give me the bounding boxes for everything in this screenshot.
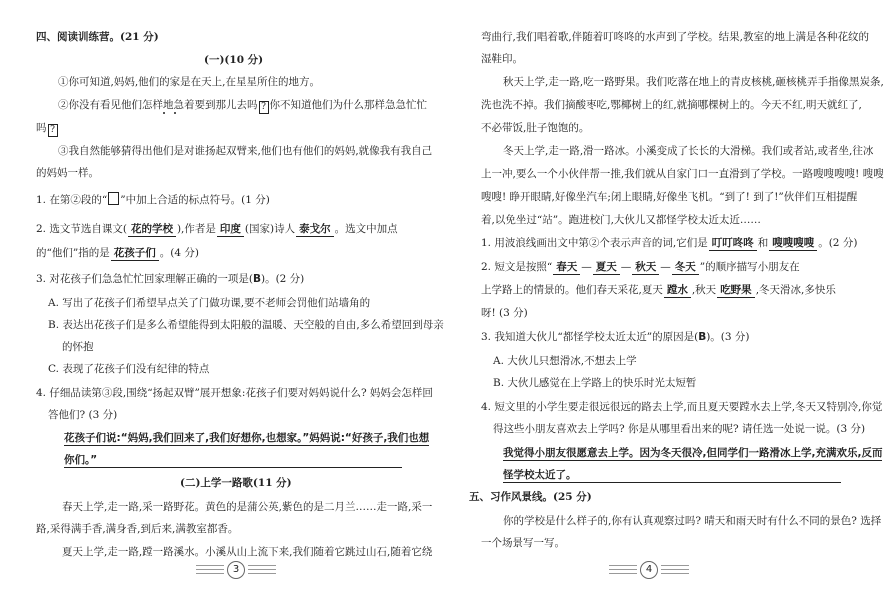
- q3-option-c: C. 表现了花孩子们没有纪律的特点: [48, 363, 210, 375]
- passage1-para3-line1: ③我自然能够猜得出他们是对谁扬起双臂来,他们也有他们的妈妈,就像我有我自己: [58, 145, 433, 157]
- para2-text-a: ②你没有看见他们怎样地急着要到那儿去吗: [58, 99, 258, 111]
- q2-text-a: 2. 选文节选自课文(: [36, 223, 127, 235]
- r-q4-answer-text1: 我觉得小朋友很愿意去上学。因为冬天很冷,但同学们一路滑冰上学,充满欢乐,反而: [503, 447, 883, 459]
- story-summer-line3: 湿鞋印。: [481, 53, 523, 65]
- page-number: 3: [227, 561, 245, 579]
- question2-line2: [36, 246, 199, 261]
- r-q4-answer-line1: [503, 446, 882, 461]
- answer-lesson-title: 花的学校: [128, 223, 176, 237]
- answer-sound2: 嗖嗖嗖嗖: [769, 237, 817, 251]
- q2-text-f: 。(4 分): [159, 247, 199, 259]
- story-summer-line2: 弯曲行,我们唱着歌,伴随着叮咚咚的水声到了学校。结果,教室的地上满是各种花纹的: [481, 31, 870, 43]
- q4-answer-line2: [64, 453, 402, 468]
- question2-line1: [36, 222, 398, 237]
- r-q3-text-b: )。(3 分): [706, 331, 750, 343]
- answer-season1: 春天: [553, 261, 580, 275]
- r-q2-text-d: ,秋天: [691, 284, 717, 296]
- q3-text-b: )。(2 分): [260, 273, 305, 285]
- question3: [36, 272, 304, 286]
- r-q3-text-a: 3. 我知道大伙儿“都怪学校太近太近”的原因是(: [481, 331, 699, 343]
- question4-line1: 4. 仔细品读第③段,围绕“扬起双臂”展开想象:花孩子们要对妈妈说什么? 妈妈会怎样回: [36, 387, 433, 399]
- punctuation-box-1: ?: [259, 101, 269, 114]
- answer-autumn-activity: 吃野果: [717, 284, 755, 298]
- r-q4-answer-line2: [503, 468, 841, 483]
- answer-season3: 秋天: [632, 261, 659, 275]
- part1-title: (一)(10 分): [204, 54, 264, 66]
- answer-summer-activity: 蹚水: [664, 284, 691, 298]
- q3-option-b-line2: 的怀抱: [62, 341, 94, 353]
- answer-they: 花孩子们: [111, 247, 159, 261]
- page-number: 4: [640, 561, 658, 579]
- section4-title: 四、阅读训练营。(21 分): [36, 31, 159, 43]
- r-q4-answer-text2: 怪学校太近了。: [503, 468, 841, 483]
- answer-sound1: 叮叮咚咚: [709, 237, 757, 251]
- answer-season4: 冬天: [672, 261, 699, 275]
- part2-title: (二)上学一路歌(11 分): [180, 477, 292, 489]
- r-q1-text-c: 。(2 分): [818, 237, 858, 249]
- question1-text-b: ”中加上合适的标点符号。(1 分): [120, 194, 270, 206]
- r-question3: [481, 330, 750, 344]
- punctuation-box-2: ?: [48, 124, 58, 137]
- question1-text-a: 1. 在第②段的“: [36, 194, 108, 206]
- q3-option-a: A. 写出了花孩子们希望早点关了门做功课,要不老师会罚他们站墙角的: [48, 297, 371, 309]
- answer-poet: 泰戈尔: [296, 223, 334, 237]
- section5-title: 五、习作风景线。(25 分): [469, 491, 592, 503]
- story-spring-line1: 春天上学,走一路,采一路野花。黄色的是蒲公英,紫色的是二月兰……走一路,采一: [62, 501, 433, 513]
- story-autumn-line3: 不必带饭,肚子饱饱的。: [481, 122, 590, 134]
- emphasis-dot: [174, 112, 176, 114]
- r-q3-option-a: A. 大伙儿只想滑冰,不想去上学: [493, 355, 637, 367]
- story-summer-line1: 夏天上学,走一路,蹚一路溪水。小溪从山上流下来,我们随着它跳过山石,随着它绕: [62, 546, 433, 558]
- r-question2-line2: [481, 283, 836, 298]
- answer-choice: B: [252, 273, 261, 285]
- para2-text-b: 你不知道他们为什么那样急急忙忙: [269, 99, 427, 111]
- r-q2-text-e: ,冬天滑冰,多快乐: [755, 284, 836, 296]
- r-question2-line1: [481, 260, 800, 275]
- page-number-footer: [609, 561, 689, 579]
- r-answer-choice: B: [698, 331, 707, 343]
- r-question4-line2: 得这些小朋友喜欢去上学吗? 你是从哪里看出来的呢? 请任选一处说一说。(3 分): [493, 423, 866, 435]
- r-question2-line3: 呀! (3 分): [481, 307, 528, 319]
- story-winter-line4: 着,以免坐过“站”。跑进校门,大伙儿又都怪学校太近太近……: [481, 214, 761, 226]
- q2-text-c: (国家)诗人: [244, 223, 296, 235]
- passage1-para3-line2: 的妈妈一样。: [36, 167, 99, 179]
- writing-prompt-line2: 一个场景写一写。: [481, 537, 565, 549]
- r-q3-option-b: B. 大伙儿感觉在上学路上的快乐时光太短暂: [493, 377, 697, 389]
- r-q2-text-a: 2. 短文是按照“: [481, 261, 553, 273]
- question1: [36, 192, 270, 207]
- dash: —: [581, 261, 592, 273]
- passage1-para2-line1: [58, 98, 427, 114]
- r-question4-line1: 4. 短文里的小学生要走很远很远的路去上学,而且夏天要蹚水去上学,冬天又特别冷,你觉: [481, 401, 883, 413]
- question4-line2: 答他们? (3 分): [48, 409, 118, 421]
- q4-answer-text2: 你们。”: [64, 453, 402, 468]
- dash: —: [660, 261, 671, 273]
- emphasis-dot: [163, 112, 165, 114]
- q2-text-e: 的“他们”指的是: [36, 247, 110, 259]
- passage1-para1: ①你可知道,妈妈,他们的家是在天上,在星星所住的地方。: [58, 76, 321, 88]
- r-q1-text-b: 和: [757, 237, 769, 249]
- q2-text-d: 。选文中加点: [334, 223, 398, 235]
- r-q1-text-a: 1. 用波浪线画出文中第②个表示声音的词,它们是: [481, 237, 708, 249]
- story-winter-line3: 嗖嗖! 睁开眼睛,好像坐汽车;闭上眼睛,好像坐飞机。“到了! 到了!”伙伴们互相提醒: [481, 191, 858, 203]
- story-autumn-line1: 秋天上学,走一路,吃一路野果。我们吃落在地上的青皮核桃,砸核桃弄手指像黑炭条,: [503, 76, 884, 88]
- passage1-para2-line2: [36, 121, 59, 137]
- q4-answer-line1: [64, 431, 429, 446]
- q3-option-b-line1: B. 表达出花孩子们是多么希望能得到太阳般的温暖、天空般的自由,多么希望回到母亲: [48, 319, 444, 331]
- story-spring-line2: 路,采得满手香,满身香,到后来,满教室都香。: [36, 523, 239, 535]
- story-winter-line1: 冬天上学,走一路,滑一路冰。小溪变成了长长的大滑梯。我们或者站,或者坐,往冰: [503, 145, 874, 157]
- r-q2-text-b: ”的顺序描写小朋友在: [699, 261, 800, 273]
- empty-box: [108, 192, 119, 205]
- q3-text-a: 3. 对花孩子们急急忙忙回家理解正确的一项是(: [36, 273, 253, 285]
- writing-prompt-line1: 你的学校是什么样子的,你有认真观察过吗? 晴天和雨天时有什么不同的景色? 选择: [503, 515, 882, 527]
- r-question1: [481, 236, 857, 251]
- r-q2-text-c: 上学路上的情景的。他们春天采花,夏天: [481, 284, 663, 296]
- q2-text-b: ),作者是: [176, 223, 216, 235]
- story-autumn-line2: 洗也洗不掉。我们摘酸枣吃,鄂椰树上的红,就摘哪棵树上的。今天不红,明天就红了,: [481, 99, 862, 111]
- para2-text-c: 吗: [36, 122, 47, 134]
- answer-country: 印度: [217, 223, 244, 237]
- story-winter-line2: 上一冲,要么一个小伙伴帮一推,我们就从自家门口一直滑到了学校。一路嗖嗖嗖嗖! 嗖嗖: [481, 168, 884, 180]
- answer-season2: 夏天: [593, 261, 620, 275]
- page-number-footer: [196, 561, 276, 579]
- q4-answer-text1: 花孩子们说:“妈妈,我们回来了,我们好想你,也想家。”妈妈说:“好孩子,我们也想: [64, 432, 430, 444]
- dash: —: [620, 261, 632, 273]
